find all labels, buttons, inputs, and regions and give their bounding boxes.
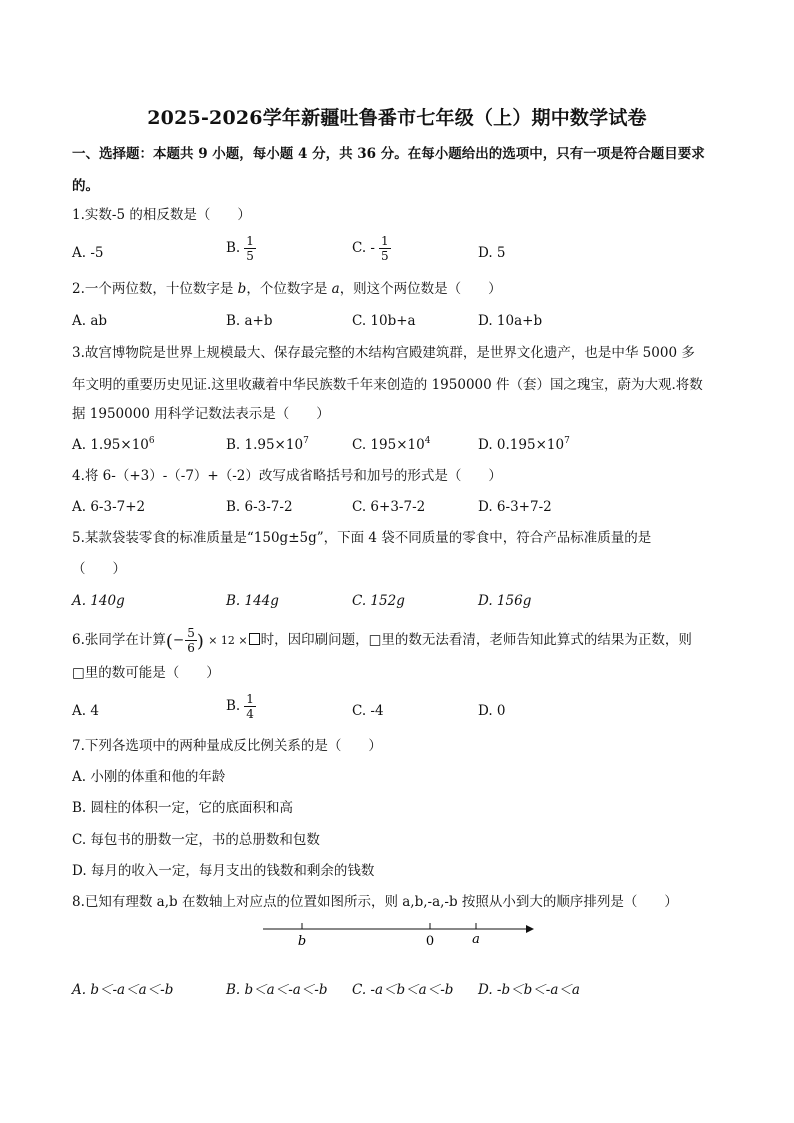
fraction-denominator: 5 — [246, 249, 254, 263]
fraction-denominator: 6 — [187, 641, 195, 655]
q6-option-b — [226, 692, 256, 721]
q5-option-b: B. 144g — [226, 593, 279, 609]
q5-option-a: A. 140g — [72, 593, 125, 609]
label-a: a — [472, 932, 480, 947]
question-4-stem: 4.将 6-（+3）-（-7）+（-2）改写成省略括号和加号的形式是（ ） — [72, 468, 502, 484]
q6-expression-middle: × 12 × — [208, 634, 248, 647]
label-b: b — [297, 934, 307, 949]
fraction-numerator: 1 — [381, 234, 389, 248]
q3-option-a-exponent: 6 — [148, 436, 155, 446]
number-line-figure — [258, 918, 540, 952]
q2-option-c: C. 10b+a — [352, 313, 416, 329]
question-7-stem: 7.下列各选项中的两种量成反比例关系的是（ ） — [72, 738, 382, 754]
q8-option-a: A. b＜-a＜a＜-b — [72, 982, 174, 998]
q8-option-c: C. -a＜b＜a＜-b — [352, 982, 454, 998]
question-8-stem: 8.已知有理数 a,b 在数轴上对应点的位置如图所示，则 a,b,-a,-b 按照从小到大的顺序排列是（ ） — [72, 894, 678, 910]
q6-option-a: A. 4 — [72, 703, 99, 719]
q7-option-c: C. 每包书的册数一定，书的总册数和包数 — [72, 832, 320, 848]
q6-option-d: D. 0 — [478, 703, 506, 719]
question-2-stem — [72, 279, 502, 299]
minus-sign: − — [172, 632, 185, 648]
q4-option-c: C. 6+3-7-2 — [352, 499, 426, 515]
close-paren: ) — [196, 631, 204, 652]
q6-option-b-label: B. — [226, 698, 241, 714]
q1-option-b — [226, 234, 256, 263]
q3-option-b-exponent: 7 — [303, 436, 309, 446]
q3-option-a-base: A. 1.95×10 — [72, 437, 149, 453]
q5-option-d: D. 156g — [478, 593, 532, 609]
q4-option-b: B. 6-3-7-2 — [226, 499, 293, 515]
fraction-numerator: 5 — [187, 626, 195, 640]
q2-var-a: a — [331, 281, 340, 297]
q7-option-b: B. 圆柱的体积一定，它的底面积和高 — [72, 800, 294, 816]
q3-option-d-base: D. 0.195×10 — [478, 437, 565, 453]
question-5-line-2: （ ） — [72, 561, 126, 577]
q2-stem-mid: ，个位数字是 — [246, 281, 332, 297]
question-1-stem: 1.实数-5 的相反数是（ ） — [72, 207, 251, 223]
q4-option-a: A. 6-3-7+2 — [72, 499, 146, 515]
question-3-line-2: 年文明的重要历史见证.这里收藏着中华民族数千年来创造的 1950000 件（套）国之瑰宝，蔚为大观.将数 — [72, 377, 703, 393]
q4-option-d: D. 6-3+7-2 — [478, 499, 552, 515]
fraction — [185, 626, 197, 655]
question-3-line-1: 3.故宫博物院是世界上规模最大、保存最完整的木结构宫殿建筑群，是世界文化遗产，也是中华 5000 多 — [72, 345, 695, 361]
q6-option-c: C. -4 — [352, 703, 384, 719]
q7-option-d: D. 每月的收入一定，每月支出的钱数和剩余的钱数 — [72, 863, 375, 879]
q1-option-c-label: C. - — [352, 240, 375, 256]
q5-option-c: C. 152g — [352, 593, 405, 609]
q3-option-a — [72, 435, 155, 455]
fraction — [244, 692, 256, 721]
q2-option-b: B. a+b — [226, 313, 273, 329]
arrow-head-icon — [526, 925, 534, 933]
q1-option-d: D. 5 — [478, 245, 506, 261]
q6-post: 时，因印刷问题，□里的数无法看清，老师告知此算式的结果为正数，则 — [260, 632, 692, 648]
q8-option-d: D. -b＜b＜-a＜a — [478, 982, 580, 998]
blank-box-icon — [249, 633, 260, 645]
fraction — [379, 234, 391, 263]
label-zero: 0 — [425, 934, 435, 949]
q1-option-a: A. -5 — [72, 245, 104, 261]
question-5-line-1: 5.某款袋装零食的标准质量是“150g±5g”，下面 4 袋不同质量的零食中，符合产品标准质量的是 — [72, 530, 652, 546]
fraction-denominator: 4 — [246, 707, 254, 721]
open-paren: ( — [165, 631, 173, 652]
q2-option-a: A. ab — [72, 313, 108, 329]
q3-option-c — [352, 435, 430, 455]
q2-option-d: D. 10a+b — [478, 313, 543, 329]
question-6-line-2: □里的数可能是（ ） — [72, 665, 220, 681]
page-title: 2025-2026学年新疆吐鲁番市七年级（上）期中数学试卷 — [147, 107, 647, 129]
q1-option-b-label: B. — [226, 240, 241, 256]
q3-option-d-exponent: 7 — [564, 436, 570, 446]
q7-option-a: A. 小刚的体重和他的年龄 — [72, 769, 226, 785]
fraction-numerator: 1 — [246, 234, 254, 248]
section-instructions: 一、选择题：本题共 9 小题，每小题 4 分，共 36 分。在每小题给出的选项中，只有一项是符合题目要求 — [72, 146, 705, 162]
q8-option-b: B. b＜a＜-a＜-b — [226, 982, 328, 998]
fraction — [244, 234, 256, 263]
q1-option-c — [352, 234, 391, 263]
q3-option-c-exponent: 4 — [424, 436, 431, 446]
q6-pre: 6.张同学在计算 — [72, 632, 166, 648]
fraction-numerator: 1 — [246, 692, 254, 706]
section-instructions-cont: 的。 — [72, 178, 99, 194]
q3-option-b — [226, 435, 309, 455]
fraction-denominator: 5 — [381, 249, 389, 263]
q2-stem-pre: 2.一个两位数，十位数字是 — [72, 281, 238, 297]
q3-option-d — [478, 435, 570, 455]
q3-option-c-base: C. 195×10 — [352, 437, 425, 453]
q3-option-b-base: B. 1.95×10 — [226, 437, 304, 453]
question-6-line-1 — [72, 626, 692, 655]
q2-stem-post: ，则这个两位数是（ ） — [339, 281, 502, 297]
question-3-line-3: 据 1950000 用科学记数法表示是（ ） — [72, 406, 330, 422]
q2-var-b: b — [237, 281, 247, 297]
